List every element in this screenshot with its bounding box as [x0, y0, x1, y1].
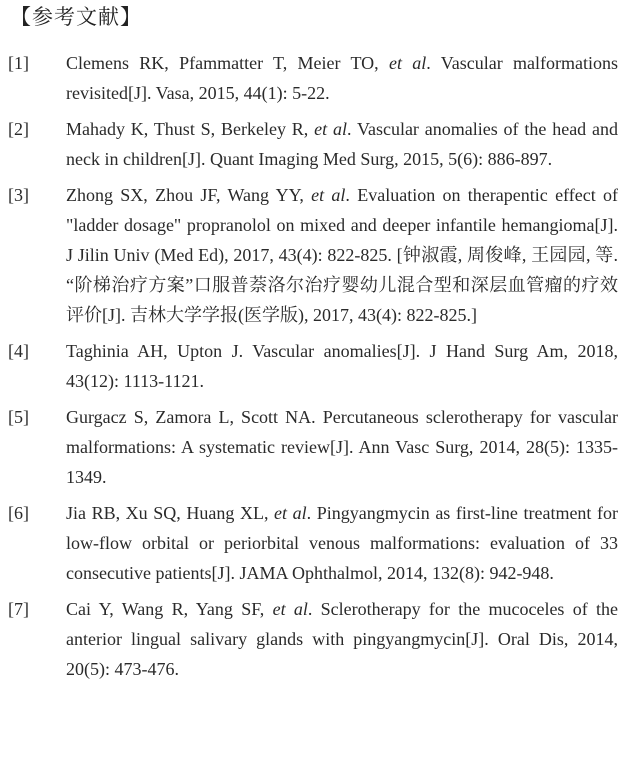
- et-al-italic: et al: [314, 119, 347, 139]
- reference-item: [0, 48, 625, 108]
- reference-text-segment: . Vascular malformations revisited[J]. Vasa, 2015, 44(1): 5-22.: [66, 53, 618, 103]
- reference-text: [66, 594, 618, 684]
- reference-item: [0, 402, 625, 492]
- reference-text-segment: Mahady K, Thust S, Berkeley R,: [66, 119, 315, 139]
- reference-number: [6]: [8, 503, 29, 523]
- reference-item: [0, 114, 625, 174]
- reference-number: [3]: [8, 185, 29, 205]
- reference-text: [66, 48, 618, 108]
- reference-item: [0, 180, 625, 330]
- reference-text: [66, 180, 618, 330]
- reference-number: [4]: [8, 341, 29, 361]
- reference-text-segment: Zhong SX, Zhou JF, Wang YY,: [66, 185, 312, 205]
- reference-text-segment: . Sclerotherapy for the mucoceles of the anterior lingual salivary glands with pingyangmycin[J]. Oral Dis, 2014, 20(5): 473-476.: [66, 599, 619, 679]
- reference-item: [0, 336, 625, 396]
- reference-number: [2]: [8, 119, 29, 139]
- reference-text-segment: Clemens RK, Pfammatter T, Meier TO,: [66, 53, 389, 73]
- et-al-italic: et al: [311, 185, 346, 205]
- reference-number: [5]: [8, 407, 29, 427]
- reference-text: [66, 114, 618, 174]
- references-heading: 【参考文献】: [10, 5, 142, 29]
- et-al-italic: et al: [388, 53, 427, 73]
- et-al-italic: et al: [272, 599, 308, 619]
- reference-number: [7]: [8, 599, 29, 619]
- reference-number: [1]: [8, 53, 29, 73]
- et-al-italic: et al: [274, 503, 307, 523]
- reference-text-segment: . Pingyangmycin as first-line treatment for low-flow orbital or periorbital venous malformations: evaluation of 33 consecutive patients[J]. JAMA Ophthalmol, 2014, 132(8): 942-948.: [66, 503, 619, 583]
- reference-text-segment: Taghinia AH, Upton J. Vascular anomalies[J]. J Hand Surg Am, 2018, 43(12): 1113-1121.: [66, 341, 618, 391]
- reference-text-segment: Jia RB, Xu SQ, Huang XL,: [66, 503, 275, 523]
- reference-list: [0, 48, 625, 690]
- reference-text-segment: . Evaluation on therapentic effect of "ladder dosage" propranolol on mixed and deeper infantile hemangioma[J]. J Jilin Univ (Med Ed), 2017, 43(4): 822-825. [钟淑霞, 周俊峰, 王园园, 等. “阶梯治疗方案”口服普萘洛尔治疗婴幼儿混合型和深层血管瘤的疗效评价[J]. 吉林大学学报(医学版), 2017, 43(4): 822-825.]: [66, 185, 618, 325]
- reference-text-segment: Cai Y, Wang R, Yang SF,: [66, 599, 273, 619]
- reference-text: [66, 402, 618, 492]
- reference-text: [66, 498, 618, 588]
- reference-text: [66, 336, 618, 396]
- reference-item: [0, 594, 625, 684]
- reference-text-segment: . Vascular anomalies of the head and neck in children[J]. Quant Imaging Med Surg, 2015, 5(6): 886-897.: [66, 119, 618, 169]
- reference-text-segment: Gurgacz S, Zamora L, Scott NA. Percutaneous sclerotherapy for vascular malformations: A systematic review[J]. Ann Vasc Surg, 2014, 28(5): 1335-1349.: [66, 407, 618, 487]
- reference-item: [0, 498, 625, 588]
